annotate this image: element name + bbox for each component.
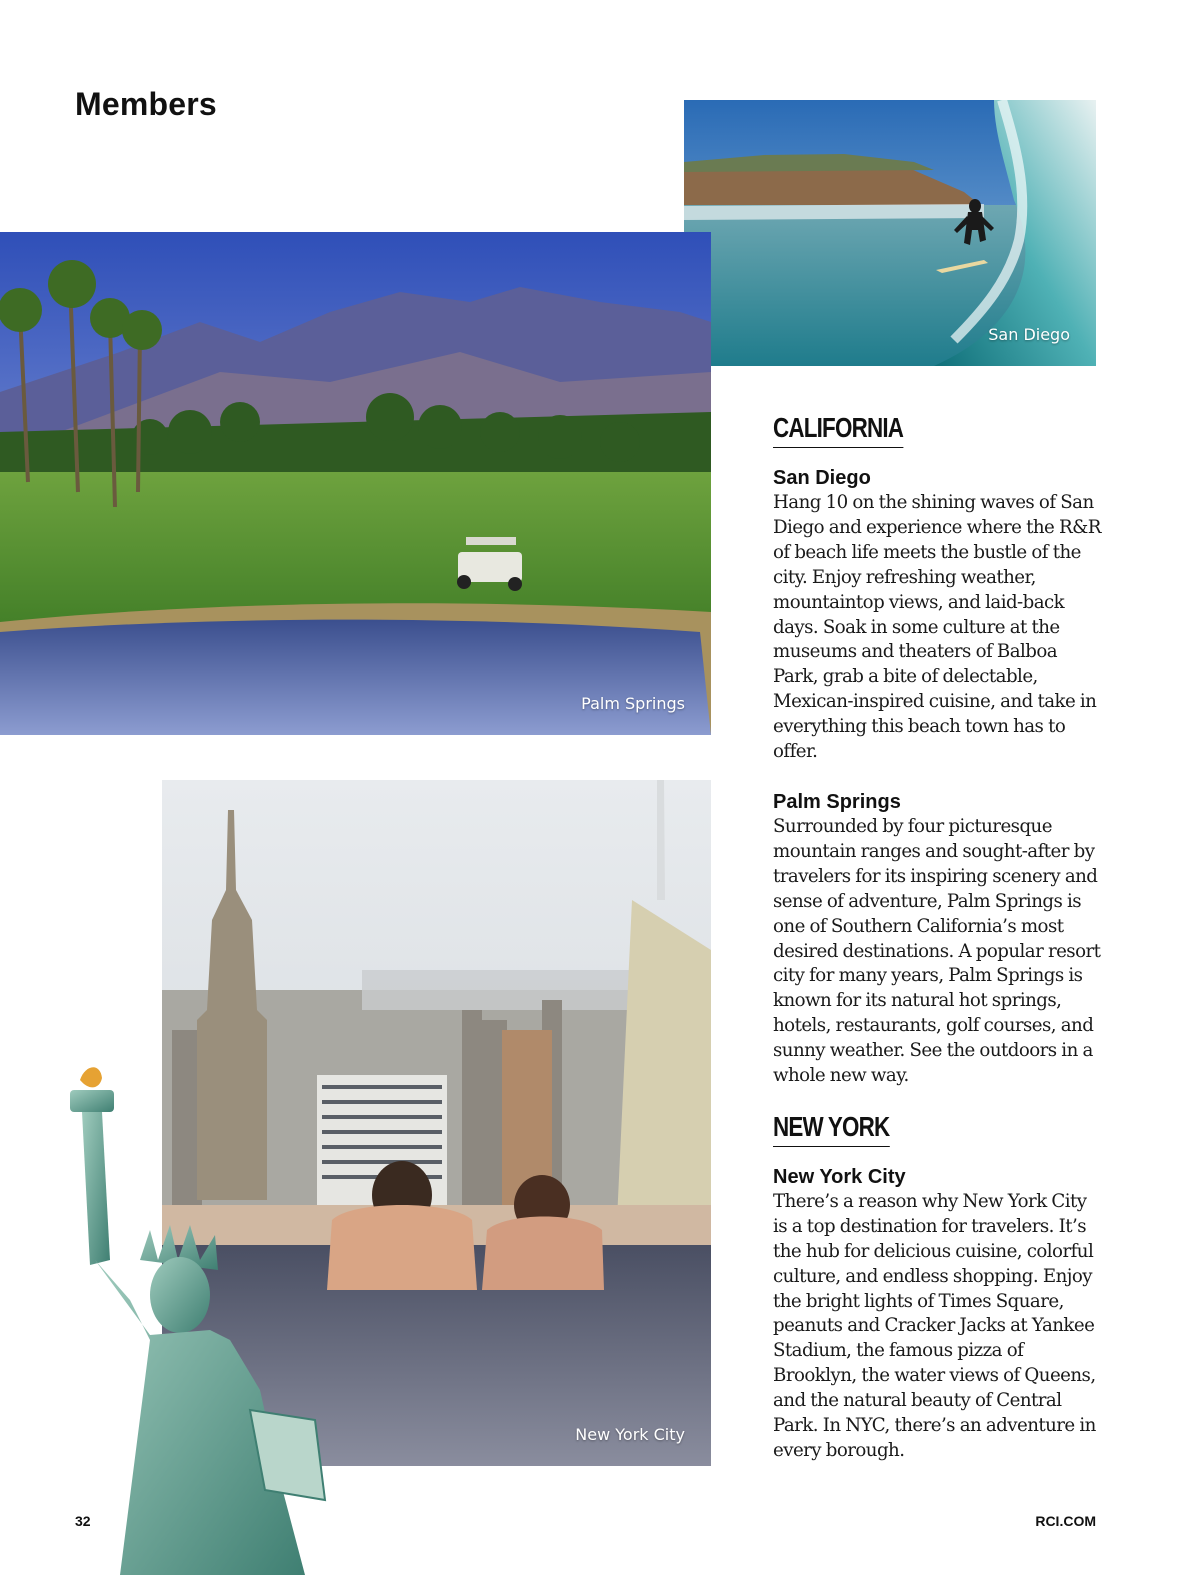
new-york-city-caption: New York City [575, 1425, 685, 1444]
san-diego-photo [684, 100, 1096, 366]
site-url: RCI.COM [1035, 1513, 1096, 1529]
article-column [773, 410, 1103, 1464]
san-diego-body: Hang 10 on the shining waves of San Diego and experience where the R&R of beach life meets the bustle of the city. Enjoy refreshing weather, mountaintop views, and laid-back days. Soak in some culture at the museums and theaters of Balboa Park, grab a bite of delectable, Mexican-inspired cuisine, and take in everything this beach town has to offer. [773, 492, 1101, 763]
page-number: 32 [75, 1513, 91, 1529]
san-diego-title: San Diego [773, 467, 871, 489]
new-york-city-body: There’s a reason why New York City is a top destination for travelers. It’s the hub for delicious cuisine, colorful culture, and endless shopping. Enjoy the bright lights of Times Square, peanuts and Cracker Jacks at Yankee Stadium, the famous pizza of Brooklyn, the water views of Queens, and the natural beauty of Central Park. In NYC, there’s an adventure in every borough. [773, 1190, 1096, 1461]
san-diego-caption: San Diego [988, 325, 1070, 344]
new-york-heading: NEW YORK [773, 1109, 889, 1147]
palm-springs-body: Surrounded by four picturesque mountain ranges and sought-after by travelers for its inspiring scenery and sense of adventure, Palm Springs is one of Southern California’s most desired destinations. A popular resort city for many years, Palm Springs is known for its natural hot springs, hotels, restaurants, golf courses, and sunny weather. See the outdoors in a whole new way. [773, 815, 1101, 1087]
palm-springs-photo [0, 232, 711, 735]
statue-of-liberty-image [40, 1060, 350, 1575]
palm-springs-caption: Palm Springs [581, 694, 685, 713]
section-label: Members [75, 86, 217, 122]
california-heading: CALIFORNIA [773, 410, 903, 448]
palm-springs-title: Palm Springs [773, 790, 901, 813]
new-york-city-title: New York City [773, 1165, 906, 1188]
